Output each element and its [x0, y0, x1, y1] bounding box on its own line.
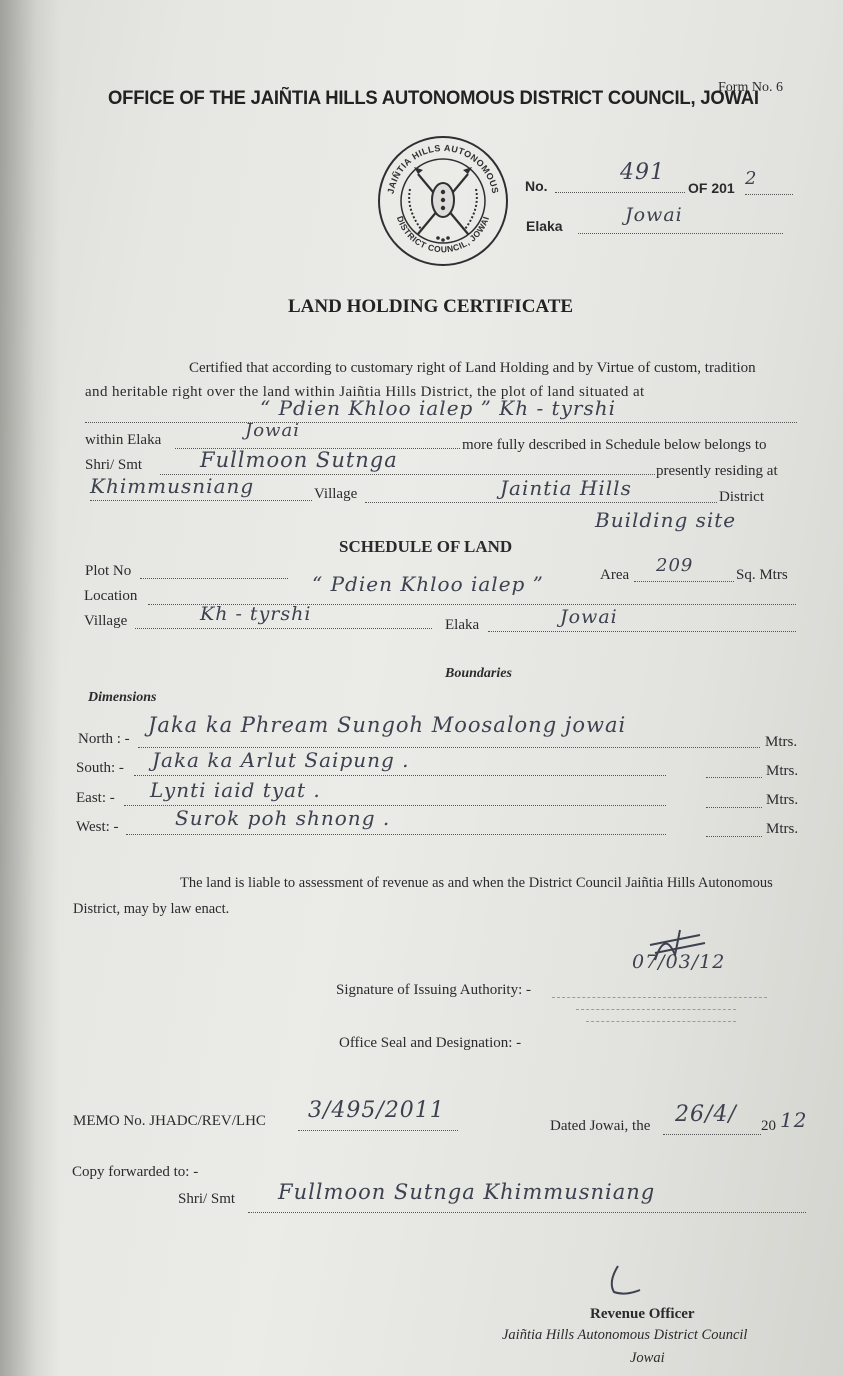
- area-value: 209: [656, 555, 694, 576]
- form-number: Form No. 6: [718, 80, 783, 95]
- plot-name-value: “ Pdien Khloo ialep ”: [312, 572, 544, 596]
- copy-forwarded-label: Copy forwarded to: -: [72, 1164, 199, 1180]
- residence-value: Khimmusniang: [90, 474, 255, 498]
- officer-place: Jowai: [630, 1350, 665, 1366]
- officer-initial-scribble: [600, 1262, 650, 1298]
- more-fully-text: more fully described in Schedule below belongs to: [462, 437, 767, 453]
- svg-text:DISTRICT COUNCIL, JOWAI: [395, 215, 491, 255]
- location-label: Location: [84, 588, 138, 604]
- memo-value: 3/495/2011: [308, 1098, 445, 1123]
- paper-fold-shadow: [0, 0, 60, 1376]
- plot-no-label: Plot No: [85, 563, 132, 579]
- certificate-no-value: 491: [620, 160, 665, 185]
- north-unit: Mtrs.: [765, 734, 798, 750]
- certificate-no-label: No.: [525, 178, 548, 194]
- south-unit-dotted-line: [706, 777, 762, 778]
- faded-designation-stamp: [552, 994, 767, 1022]
- plot-place-value: “ Pdien Khloo ialep ” Kh - tyrshi: [260, 396, 616, 420]
- seal-top-text: JAIÑTIA HILLS AUTONOMOUS: [385, 142, 501, 195]
- dated-year-prefix: 20: [761, 1118, 776, 1134]
- area-label: Area: [600, 567, 630, 583]
- body-line-2: and heritable right over the land within Jaiñtia Hills District, the plot of land situated at: [85, 384, 645, 400]
- seal-bottom-text: DISTRICT COUNCIL, JOWAI: [394, 214, 492, 255]
- copy-shri-label: Shri/ Smt: [178, 1191, 236, 1207]
- area-unit: Sq. Mtrs: [736, 567, 788, 583]
- schedule-village-dotted-line: [135, 628, 432, 629]
- west-value: Surok poh shnong .: [175, 806, 391, 830]
- assessment-line-1: The land is liable to assessment of revenue as and when the District Council Jaiñtia Hills Autonomous: [180, 875, 773, 891]
- area-dotted-line: [634, 581, 734, 582]
- east-label: East: -: [76, 790, 115, 806]
- west-unit: Mtrs.: [766, 821, 799, 837]
- south-label: South: -: [76, 760, 124, 776]
- north-label: North : -: [78, 731, 130, 747]
- village-label: Village: [314, 486, 358, 502]
- year-dotted-line: [745, 194, 793, 195]
- schedule-village-value: Kh - tyrshi: [200, 603, 312, 625]
- south-unit: Mtrs.: [766, 763, 799, 779]
- east-unit-dotted-line: [706, 807, 762, 808]
- elaka-value: Jowai: [625, 204, 683, 226]
- signature-date: 07/03/12: [632, 951, 726, 973]
- dated-dotted-line: [663, 1134, 761, 1135]
- copy-dotted-line: [248, 1212, 806, 1213]
- shri-smt-label: Shri/ Smt: [85, 457, 143, 473]
- south-value: Jaka ka Arlut Saipung .: [152, 748, 410, 772]
- south-dotted-line: [134, 775, 666, 776]
- district-label: District: [719, 489, 764, 505]
- west-dotted-line: [126, 834, 666, 835]
- dated-value: 26/4/: [675, 1102, 737, 1127]
- schedule-elaka-value: Jowai: [560, 606, 618, 628]
- year-digit: 2: [745, 168, 758, 189]
- copy-forwarded-value: Fullmoon Sutnga Khimmusniang: [278, 1180, 656, 1204]
- residence-dotted-line: [90, 500, 312, 501]
- schedule-elaka-dotted-line: [488, 631, 796, 632]
- officer-title: Revenue Officer: [590, 1306, 695, 1322]
- presently-residing-text: presently residing at: [656, 463, 778, 479]
- schedule-elaka-label: Elaka: [445, 617, 480, 633]
- district-value: Jaintia Hills: [500, 476, 632, 500]
- memo-dotted-line: [298, 1130, 458, 1131]
- plot-place-dotted-line: [85, 422, 797, 423]
- memo-label: MEMO No. JHADC/REV/LHC: [73, 1113, 266, 1129]
- plot-no-dotted-line: [140, 578, 288, 579]
- signature-label: Signature of Issuing Authority: -: [336, 982, 531, 998]
- owner-name: Fullmoon Sutnga: [200, 448, 398, 472]
- of-year-label: OF 201: [688, 180, 735, 196]
- certificate-title: LAND HOLDING CERTIFICATE: [288, 296, 574, 317]
- assessment-line-2: District, may by law enact.: [73, 901, 230, 917]
- elaka-dotted-line: [578, 233, 783, 234]
- office-seal-label: Office Seal and Designation: -: [339, 1035, 522, 1051]
- dated-year-suffix: 12: [780, 1108, 808, 1132]
- west-unit-dotted-line: [706, 836, 762, 837]
- schedule-title: SCHEDULE OF LAND: [339, 537, 513, 556]
- dimensions-label: Dimensions: [88, 690, 157, 705]
- officer-council: Jaiñtia Hills Autonomous District Council: [502, 1327, 748, 1343]
- council-seal-emblem: [376, 134, 510, 268]
- within-elaka-label: within Elaka: [85, 432, 162, 448]
- dated-label: Dated Jowai, the: [550, 1118, 651, 1134]
- schedule-village-label: Village: [84, 613, 128, 629]
- west-label: West: -: [76, 819, 119, 835]
- district-dotted-line: [365, 502, 717, 503]
- office-heading: OFFICE OF THE JAIÑTIA HILLS AUTONOMOUS DISTRICT COUNCIL, JOWAI: [108, 88, 759, 109]
- east-unit: Mtrs.: [766, 792, 799, 808]
- body-line-1: Certified that according to customary right of Land Holding and by Virtue of custom, tradition: [189, 360, 756, 376]
- boundaries-title: Boundaries: [445, 666, 512, 681]
- elaka-label: Elaka: [526, 218, 563, 234]
- east-value: Lynti iaid tyat .: [150, 778, 321, 802]
- no-dotted-line: [555, 192, 685, 193]
- building-site-note: Building site: [595, 508, 737, 532]
- within-elaka-value: Jowai: [245, 420, 300, 441]
- north-value: Jaka ka Phream Sungoh Moosalong jowai: [148, 713, 627, 737]
